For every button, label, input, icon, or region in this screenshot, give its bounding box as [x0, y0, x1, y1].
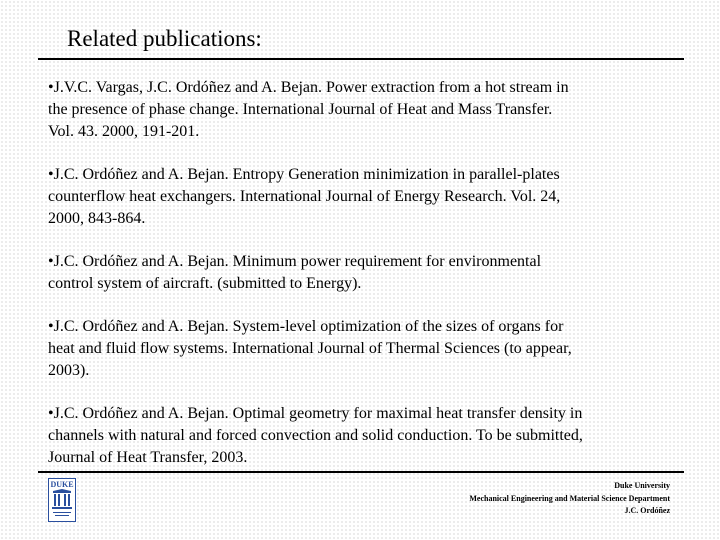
publication-line: control system of aircraft. (submitted to Energy).	[48, 275, 362, 292]
publication-line: 2003).	[48, 362, 90, 379]
publication-list	[48, 77, 678, 469]
footer-author: J.C. Ordóñez	[624, 506, 670, 515]
publication-line: heat and fluid flow systems. International Journal of Thermal Sciences (to appear,	[48, 340, 572, 357]
publication-item	[48, 77, 678, 143]
publication-line: channels with natural and forced convection and solid conduction. To be submitted,	[48, 427, 583, 444]
publication-item	[48, 164, 678, 230]
footer-credits	[469, 480, 670, 518]
publication-item	[48, 251, 678, 295]
publication-line: •J.C. Ordóñez and A. Bejan. System-level optimization of the sizes of organs for	[48, 318, 564, 335]
slide-title: Related publications:	[67, 26, 262, 51]
publication-line: •J.C. Ordóñez and A. Bejan. Minimum power requirement for environmental	[48, 253, 542, 270]
title-divider	[38, 58, 684, 60]
svg-text:DUKE: DUKE	[50, 480, 74, 489]
footer-divider	[38, 471, 684, 473]
publication-line: the presence of phase change. International Journal of Heat and Mass Transfer.	[48, 101, 553, 118]
publication-line: Vol. 43. 2000, 191-201.	[48, 123, 200, 140]
publication-line: Journal of Heat Transfer, 2003.	[48, 449, 248, 466]
publication-line: •J.C. Ordóñez and A. Bejan. Optimal geometry for maximal heat transfer density in	[48, 405, 583, 422]
publication-line: •J.V.C. Vargas, J.C. Ordóñez and A. Bejan. Power extraction from a hot stream in	[48, 79, 569, 96]
publication-line: 2000, 843-864.	[48, 210, 146, 227]
footer-university: Duke University	[614, 481, 670, 490]
publication-line: counterflow heat exchangers. International Journal of Energy Research. Vol. 24,	[48, 188, 561, 205]
publication-item	[48, 316, 678, 382]
publication-item	[48, 403, 678, 469]
footer-department: Mechanical Engineering and Material Science Department	[469, 493, 670, 503]
publication-line: •J.C. Ordóñez and A. Bejan. Entropy Generation minimization in parallel-plates	[48, 166, 560, 183]
duke-logo	[48, 478, 76, 522]
